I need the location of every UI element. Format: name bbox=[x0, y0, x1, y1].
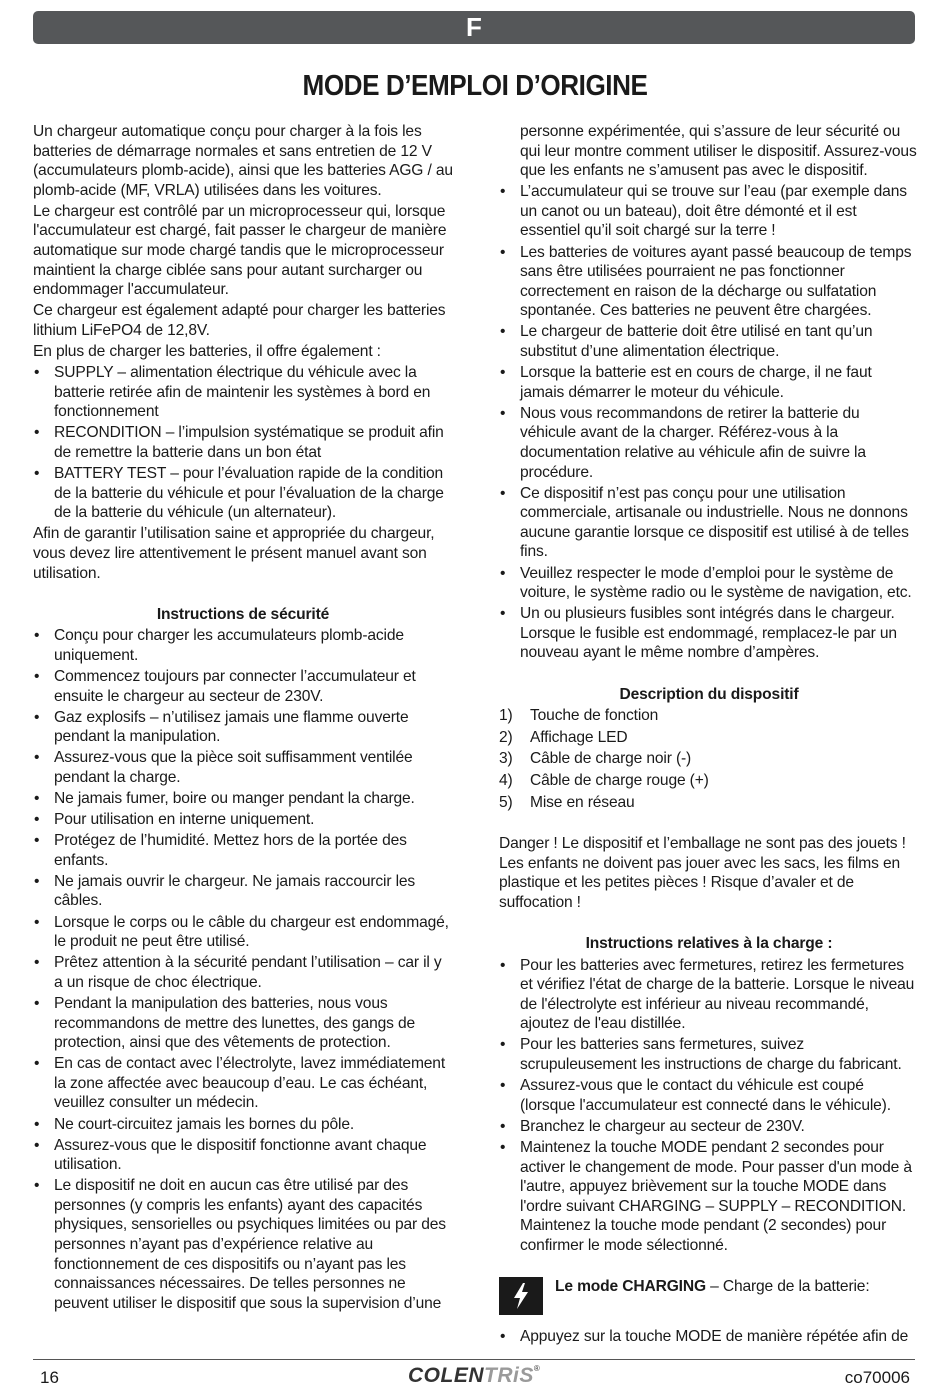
charging-instructions-heading: Instructions relatives à la charge : bbox=[585, 934, 833, 952]
page-title: MODE D’EMPLOI D’ORIGINE bbox=[302, 70, 648, 102]
feature-item: • SUPPLY – alimentation électrique du véhicule avec la batterie retirée afin de maintenir les systèmes à bord en fonctionnement bbox=[33, 363, 453, 422]
left-column bbox=[33, 122, 453, 1315]
brand-logo-dark: COLEN bbox=[408, 1364, 484, 1387]
document-code: co70006 bbox=[844, 1368, 910, 1387]
safety-item: • Ne jamais fumer, boire ou manger pendant la charge. bbox=[33, 789, 453, 809]
intro-paragraph: En plus de charger les batteries, il offre également : bbox=[33, 343, 381, 361]
safety-continuation: personne expérimentée, qui s’assure de leur sécurité ou qui leur montre comment utiliser le dispositif. Assurez-vous que les enfants ne s’amusent pas avec le dispositif. bbox=[520, 123, 917, 180]
intro-paragraph: Un chargeur automatique conçu pour charger à la fois les batteries de démarrage normales et sans entretien de 12 V (accumulateurs plomb-acide), ainsi que les batteries AGG / au plomb-acide (MF, VRLA) utilisées dans les voitures. bbox=[33, 123, 453, 199]
safety-item: • Lorsque le corps ou le câble du chargeur est endommagé, le produit ne peut être utilisé. bbox=[33, 913, 453, 952]
safety-item: • Ce dispositif n’est pas conçu pour une utilisation commerciale, artisanale ou industrielle. Nous ne donnons aucune garantie lorsque ce dispositif est utilisé à de telles fins. bbox=[499, 484, 919, 562]
safety-item: • Ne court-circuitez jamais les bornes du pôle. bbox=[33, 1115, 453, 1135]
safety-item: • Assurez-vous que la pièce soit suffisamment ventilée pendant la charge. bbox=[33, 748, 453, 787]
brand-logo-light: TRiS bbox=[484, 1364, 534, 1387]
device-part-item bbox=[499, 749, 919, 769]
safety-item: • Prêtez attention à la sécurité pendant l’utilisation – car il y a un risque de choc électrique. bbox=[33, 953, 453, 992]
safety-item: • Un ou plusieurs fusibles sont intégrés dans le chargeur. Lorsque le fusible est endommagé, remplacez-le par un nouveau ayant le même nombre d’ampères. bbox=[499, 604, 919, 663]
safety-item: • Gaz explosifs – n’utilisez jamais une flamme ouverte pendant la manipulation. bbox=[33, 708, 453, 747]
safety-item: • Pour utilisation en interne uniquement. bbox=[33, 810, 453, 830]
safety-item: • En cas de contact avec l’électrolyte, lavez immédiatement la zone affectée avec beaucoup d’eau. Le cas échéant, veuillez consulter un médecin. bbox=[33, 1054, 453, 1113]
charging-mode-title-bold: Le mode CHARGING bbox=[555, 1277, 706, 1295]
safety-item: • Commencez toujours par connecter l’accumulateur et ensuite le chargeur au secteur de 230V. bbox=[33, 667, 453, 706]
footer-divider bbox=[33, 1359, 915, 1360]
safety-list-continued bbox=[499, 182, 919, 663]
part-label: Câble de charge noir (-) bbox=[530, 750, 692, 768]
charging-instruction-item: • Branchez le chargeur au secteur de 230V. bbox=[499, 1117, 919, 1137]
safety-item: • Le chargeur de batterie doit être utilisé en tant qu’un substitut d’une alimentation électrique. bbox=[499, 322, 919, 361]
charging-instruction-item: • Assurez-vous que le contact du véhicule est coupé (lorsque l'accumulateur est connecté dans le véhicule). bbox=[499, 1076, 919, 1115]
device-description-heading: Description du dispositif bbox=[619, 685, 799, 703]
intro-closing: Afin de garantir l’utilisation saine et appropriée du chargeur, vous devez lire attentivement le présent manuel avant son utilisation. bbox=[33, 525, 435, 582]
part-number: 4) bbox=[499, 771, 513, 789]
intro-paragraph: Le chargeur est contrôlé par un microprocesseur qui, lorsque l'accumulateur est chargé, fait passer le chargeur de manière automatique sur mode chargé tandis que le microprocesseur maintient la charge ciblée sans pour autant surcharger ou endommager l'accumulateur. bbox=[33, 202, 447, 299]
charging-mode-item: • Appuyez sur la touche MODE de manière répétée afin de bbox=[499, 1327, 919, 1347]
safety-item: • Pendant la manipulation des batteries, nous vous recommandons de mettre des lunettes, des gangs de protection, ainsi que des vêtements de protection. bbox=[33, 994, 453, 1053]
danger-warning: Danger ! Le dispositif et l’emballage ne sont pas des jouets ! Les enfants ne doivent pas jouer avec les sacs, les films en plastique et les petites pièces ! Risque d’avaler et de suffocation ! bbox=[499, 835, 906, 911]
part-number: 2) bbox=[499, 728, 513, 746]
charging-mode-title-rest: – Charge de la batterie: bbox=[705, 1277, 870, 1295]
safety-heading: Instructions de sécurité bbox=[156, 605, 330, 623]
charging-mode-list bbox=[499, 1327, 919, 1347]
part-label: Câble de charge rouge (+) bbox=[530, 771, 709, 789]
page-number: 16 bbox=[40, 1368, 59, 1387]
safety-item: • Nous vous recommandons de retirer la batterie du véhicule avant de la charger. Référez-vous à la documentation relative au véhicule afin de suivre la procédure. bbox=[499, 404, 919, 482]
charging-instruction-item: • Pour les batteries avec fermetures, retirez les fermetures et vérifiez l'état de charge de la batterie. Lorsque le niveau de l'électrolyte est inférieur au niveau recommandé, ajoutez de l'eau distillée. bbox=[499, 956, 919, 1034]
safety-list bbox=[33, 626, 453, 1313]
charging-instruction-item: • Pour les batteries sans fermetures, suivez scrupuleusement les instructions de charge du fabricant. bbox=[499, 1035, 919, 1074]
safety-item: • Conçu pour charger les accumulateurs plomb-acide uniquement. bbox=[33, 626, 453, 665]
part-number: 1) bbox=[499, 707, 513, 725]
safety-item: • Protégez de l’humidité. Mettez hors de la portée des enfants. bbox=[33, 831, 453, 870]
feature-list bbox=[33, 363, 453, 523]
device-part-item bbox=[499, 728, 919, 748]
part-label: Mise en réseau bbox=[530, 793, 635, 811]
intro-paragraph: Ce chargeur est également adapté pour charger les batteries lithium LiFePO4 de 12,8V. bbox=[33, 302, 446, 339]
charging-instruction-item: • Maintenez la touche MODE pendant 2 secondes pour activer le changement de mode. Pour passer d'un mode à l'autre, appuyez brièvement sur la touche MODE dans l'ordre suivant CHARGING – SUPPLY – RECONDITION. Maintenez la touche mode pendant (2 secondes) pour confirmer le mode sélectionné. bbox=[499, 1138, 919, 1256]
device-part-item bbox=[499, 793, 919, 813]
part-number: 3) bbox=[499, 750, 513, 768]
safety-item: • Assurez-vous que le dispositif fonctionne avant chaque utilisation. bbox=[33, 1136, 453, 1175]
feature-item: • BATTERY TEST – pour l’évaluation rapide de la condition de la batterie du véhicule et pour l’évaluation de la charge de la batterie du véhicule (un alternateur). bbox=[33, 464, 453, 523]
lightning-bolt-icon bbox=[499, 1277, 543, 1315]
language-letter: F bbox=[466, 12, 482, 42]
charging-instructions-list bbox=[499, 956, 919, 1256]
right-column bbox=[499, 122, 919, 1348]
safety-item: • L’accumulateur qui se trouve sur l’eau (par exemple dans un canot ou un bateau), doit être démonté et il est essentiel qu’il soit chargé sur la terre ! bbox=[499, 182, 919, 241]
feature-item: • RECONDITION – l’impulsion systématique se produit afin de remettre la batterie dans un bon état bbox=[33, 423, 453, 462]
charging-mode-row bbox=[499, 1275, 919, 1315]
safety-item: • Les batteries de voitures ayant passé beaucoup de temps sans être utilisées pourraient ne pas fonctionner correctement en raison de la décharge ou sulfatation spontanée. Ces batteries ne peuvent être chargées. bbox=[499, 243, 919, 321]
device-parts-list bbox=[499, 706, 919, 812]
part-label: Touche de fonction bbox=[530, 707, 659, 725]
part-number: 5) bbox=[499, 793, 513, 811]
brand-logo bbox=[408, 1364, 540, 1388]
safety-item: • Veuillez respecter le mode d’emploi pour le système de voiture, le système radio ou le système de navigation, etc. bbox=[499, 564, 919, 603]
safety-item: • Lorsque la batterie est en cours de charge, il ne faut jamais démarrer le moteur du véhicule. bbox=[499, 363, 919, 402]
device-part-item bbox=[499, 706, 919, 726]
registered-mark: ® bbox=[533, 1364, 541, 1373]
charging-mode-title bbox=[543, 1275, 870, 1297]
part-label: Affichage LED bbox=[530, 728, 628, 746]
language-tab bbox=[33, 11, 915, 44]
safety-item: • Ne jamais ouvrir le chargeur. Ne jamais raccourcir les câbles. bbox=[33, 872, 453, 911]
safety-item: • Le dispositif ne doit en aucun cas être utilisé par des personnes (y compris les enfants) ayant des capacités physiques, sensorielles ou psychiques limitées ou par des personnes n’ayant pas d’expérience relative au fonctionnement de ces dispositifs ou n’ayant pas les connaissances nécessaires. De telles personnes ne peuvent utiliser le dispositif que sous la supervision d’une bbox=[33, 1176, 453, 1313]
device-part-item bbox=[499, 771, 919, 791]
